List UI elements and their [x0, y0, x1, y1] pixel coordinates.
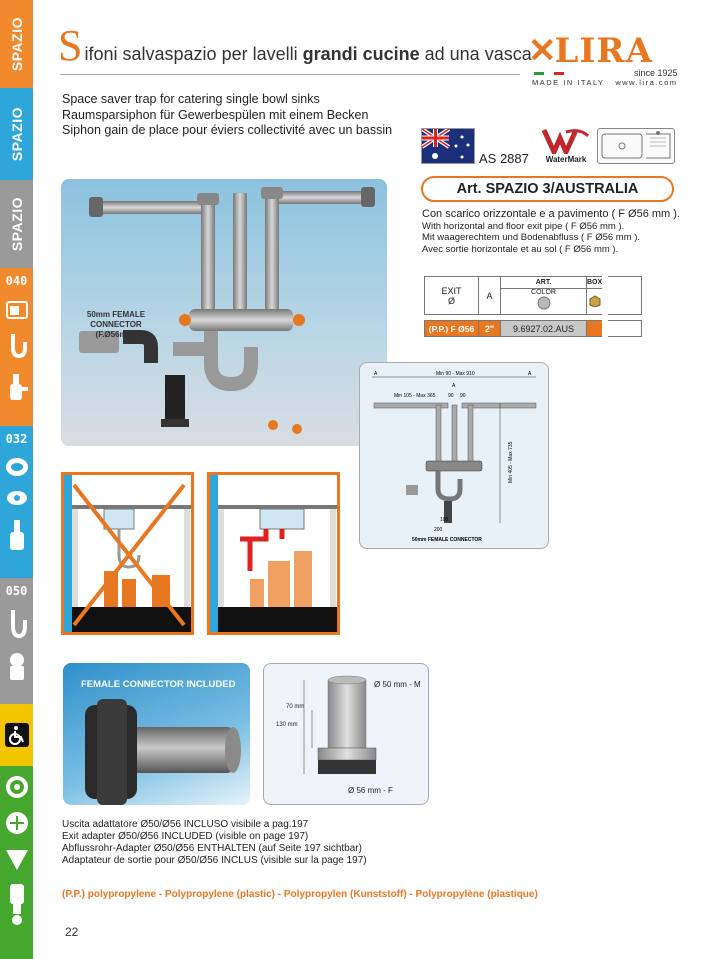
gap-dimension: 90	[460, 393, 466, 399]
connector-callout: 50mm FEMALE CONNECTOR (F.Ø56mm)	[86, 310, 146, 339]
dim-h2: 130 mm	[276, 722, 298, 728]
logo-made-in-italy: MADE IN ITALY www.lira.com	[532, 78, 678, 87]
spec-table	[424, 276, 642, 337]
article-title: Art. SPAZIO 3/AUSTRALIA	[421, 176, 674, 202]
blank-cell	[605, 277, 641, 315]
a-marker: A	[528, 371, 532, 377]
watermark-icon	[540, 128, 592, 154]
col-color: COLOR	[501, 289, 587, 315]
sidebar-number: 050	[5, 584, 28, 598]
logo-brand: ✕LIRA	[528, 31, 653, 71]
page-title	[58, 21, 532, 70]
watermark-logo: WaterMark	[540, 128, 592, 166]
sidebar-tab-spazio-blue[interactable]	[0, 88, 33, 180]
trap-icon	[5, 608, 29, 642]
sidebar-number: 032	[5, 432, 28, 446]
sidebar-tab-050[interactable]	[0, 578, 33, 704]
funnel-icon	[4, 846, 30, 872]
floor-drain-icon	[4, 810, 30, 836]
sidebar-tab-spazio-grey[interactable]	[0, 180, 33, 268]
pipe-icon	[4, 882, 30, 926]
row-art: 9.6927.02.AUS	[501, 321, 587, 337]
adapter-de: Abflussrohr-Adapter Ø50/Ø56 ENTHALTEN (auf Seite 197 sichtbar)	[62, 843, 362, 854]
subtitle-en: Space saver trap for catering single bowl sinks	[62, 92, 320, 106]
category-sidebar	[0, 0, 33, 959]
col-box: BOX	[587, 277, 606, 289]
left-dimension: Min 105 - Max 365	[394, 393, 436, 399]
dim-h1: 70 mm	[286, 704, 305, 710]
subtitle-fr: Siphon gain de place pour éviers collectivité avec un bassin	[62, 123, 393, 137]
sidebar-tab-green[interactable]	[0, 766, 33, 959]
title-initial: S	[58, 21, 83, 70]
row-exit: (P.P.) F Ø56	[425, 321, 479, 337]
desc-de: Mit waagerechtem und Bodenabfluss ( F Ø56 mm ).	[422, 232, 641, 243]
dim-bottom: Ø 56 mm - F	[348, 786, 393, 795]
a-marker: A	[374, 371, 378, 377]
technical-diagram	[359, 362, 549, 549]
bottle-trap-icon	[5, 518, 29, 554]
col-exit: EXIT Ø	[425, 277, 479, 315]
title-text: ifoni salvaspazio per lavelli grandi cucine ad una vasca	[84, 44, 532, 64]
drain-icon	[5, 488, 29, 508]
sidebar-tab-040[interactable]	[0, 268, 33, 426]
lira-logo	[528, 31, 680, 88]
sidebar-tab-032[interactable]	[0, 426, 33, 578]
logo-since: since 1925	[634, 68, 678, 78]
sidebar-number: 040	[5, 274, 28, 288]
chef-icon	[5, 652, 29, 682]
row-a: 2"	[479, 321, 501, 337]
bottom-dimension: 100	[440, 517, 449, 523]
sidebar-tab-label: SPAZIO	[8, 16, 25, 72]
dim-top: Ø 50 mm - M	[374, 680, 421, 689]
material-note: (P.P.) polypropylene - Polypropylene (plastic) - Polypropylen (Kunststoff) - Polypropylène (plastique)	[62, 889, 538, 900]
connector-dimensions	[263, 663, 429, 805]
adapter-en: Exit adapter Ø50/Ø56 INCLUDED (visible on page 197)	[62, 831, 309, 842]
australian-flag-icon	[421, 128, 475, 164]
italian-flag-stripe	[534, 72, 564, 75]
top-dimension: Min 90 - Max 910	[436, 371, 475, 377]
col-a: A	[479, 277, 501, 315]
connector-note: 50mm FEMALE CONNECTOR	[412, 537, 482, 543]
sink-plan-icon	[597, 128, 675, 164]
table-row	[425, 321, 642, 337]
shower-head-icon	[4, 774, 30, 800]
box-icon	[589, 295, 601, 307]
before-illustration	[61, 472, 194, 635]
sidebar-tab-accessibility[interactable]	[0, 704, 33, 766]
sidebar-tab-label: SPAZIO	[8, 196, 25, 252]
female-connector-label: FEMALE CONNECTOR INCLUDED	[81, 679, 236, 690]
wheelchair-icon	[5, 723, 29, 747]
bottle-trap-icon	[5, 372, 29, 402]
as-standard-label: AS 2887	[479, 151, 529, 166]
article-description	[422, 209, 680, 255]
sidebar-tab-label: SPAZIO	[8, 106, 25, 162]
adapter-it: Uscita adattatore Ø50/Ø56 INCLUSO visibile a pag.197	[62, 819, 309, 830]
grey-swatch-icon	[537, 296, 551, 310]
washbasin-icon	[5, 456, 29, 478]
box-icon-cell	[587, 289, 606, 315]
female-connector-photo	[63, 663, 250, 805]
subtitles	[62, 92, 392, 139]
gap-dimension: 90	[448, 393, 454, 399]
desc-fr: Avec sortie horizontale et au sol ( F Ø56 mm ).	[422, 243, 619, 255]
desc-it: Con scarico orizzontale e a pavimento ( F Ø56 mm ).	[422, 208, 680, 220]
adapter-note	[62, 819, 367, 867]
title-divider	[60, 74, 520, 75]
trap-icon	[5, 332, 29, 362]
height-dimension: Min 405 - Max 735	[508, 441, 514, 483]
product-photo	[61, 179, 387, 446]
row-box	[587, 321, 606, 337]
bottom-dimension: 200	[434, 527, 443, 533]
row-blank	[605, 321, 641, 337]
a-marker: A	[452, 383, 456, 389]
adapter-fr: Adaptateur de sortie pour Ø50/Ø56 INCLUS (visible sur la page 197)	[62, 855, 367, 866]
subtitle-de: Raumsparsiphon für Gewerbespülen mit einem Becken	[62, 107, 369, 122]
sink-icon	[5, 298, 29, 322]
col-art: ART.	[501, 277, 587, 289]
after-illustration	[207, 472, 340, 635]
sidebar-tab-spazio-orange[interactable]	[0, 0, 33, 88]
desc-en: With horizontal and floor exit pipe ( F Ø56 mm ).	[422, 220, 625, 232]
page-number: 22	[65, 925, 79, 939]
